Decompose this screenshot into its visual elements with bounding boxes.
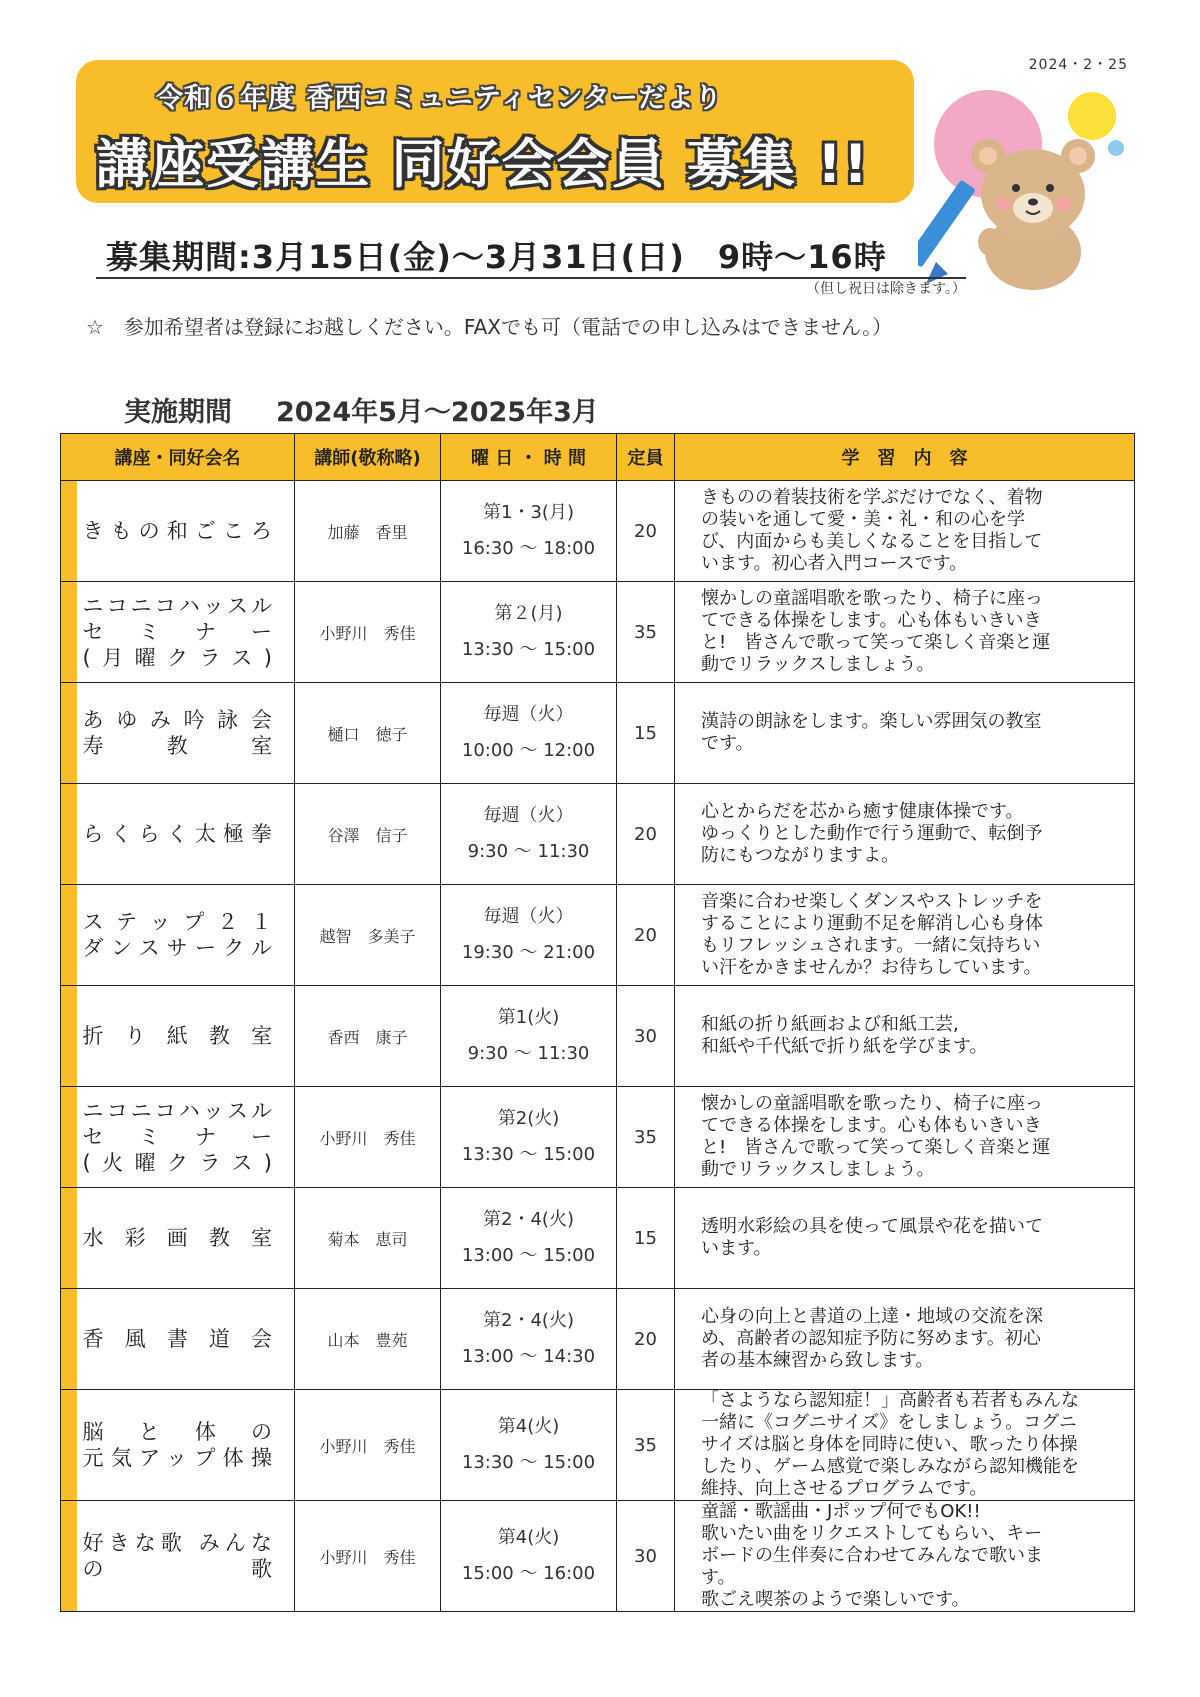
course-capacity: 20 bbox=[617, 885, 675, 986]
term-range: 2024年5月～2025年3月 bbox=[276, 397, 599, 428]
course-teacher: 越智 多美子 bbox=[295, 885, 441, 986]
course-content-line: てできる体操をします。心も体もいきいき bbox=[701, 610, 1042, 631]
term-label: 実施期間 bbox=[124, 397, 232, 428]
table-row bbox=[61, 986, 1135, 1087]
course-name-line: 水彩画教室 bbox=[82, 1226, 274, 1250]
course-time: 15:00 ～ 16:00 bbox=[461, 1563, 596, 1584]
course-content bbox=[675, 1390, 1135, 1501]
course-capacity: 15 bbox=[617, 1188, 675, 1289]
issue-date: 2024・2・25 bbox=[1028, 57, 1128, 73]
row-accent-stripe bbox=[61, 885, 77, 986]
course-day: 毎週（火） bbox=[483, 805, 574, 826]
course-content-line: 防にもつながりますよ。 bbox=[701, 845, 899, 866]
course-content bbox=[675, 885, 1135, 986]
course-teacher: 山本 豊苑 bbox=[295, 1289, 441, 1390]
course-content-line: 一緒に《コグニサイズ》をしましょう。コグニ bbox=[701, 1412, 1077, 1433]
course-content-line: 心身の向上と書道の上達・地域の交流を深 bbox=[701, 1306, 1043, 1327]
course-capacity: 35 bbox=[617, 582, 675, 683]
course-teacher: 小野川 秀佳 bbox=[295, 582, 441, 683]
course-content-line: の装いを通して愛・美・礼・和の心を学 bbox=[701, 509, 1025, 530]
course-time: 19:30 ～ 21:00 bbox=[461, 942, 596, 963]
table-row bbox=[61, 885, 1135, 986]
course-day: 第2(火) bbox=[497, 1108, 560, 1129]
course-content-line: です。 bbox=[701, 733, 754, 754]
course-capacity: 15 bbox=[617, 683, 675, 784]
course-content-line: 歌いたい曲をリクエストしてもらい、キー bbox=[701, 1523, 1043, 1544]
course-content bbox=[675, 1087, 1135, 1188]
course-time: 13:30 ～ 15:00 bbox=[461, 1144, 596, 1165]
course-content-line: サイズは脳と身体を同時に使い、歌ったり体操 bbox=[701, 1434, 1078, 1455]
course-schedule bbox=[441, 1087, 617, 1188]
course-capacity: 30 bbox=[617, 1501, 675, 1612]
course-schedule bbox=[441, 885, 617, 986]
course-name bbox=[77, 986, 295, 1087]
course-name-line: ニコニコハッスル bbox=[82, 594, 274, 618]
course-name-line: セミナー bbox=[82, 1125, 274, 1149]
course-name bbox=[77, 481, 295, 582]
course-capacity: 35 bbox=[617, 1390, 675, 1501]
course-content-line: す。 bbox=[701, 1567, 736, 1588]
course-capacity: 20 bbox=[617, 1289, 675, 1390]
course-time: 9:30 ～ 11:30 bbox=[467, 841, 590, 862]
course-name bbox=[77, 1501, 295, 1612]
course-content-line: 心とからだを芯から癒す健康体操です。 bbox=[701, 801, 1024, 822]
row-accent-stripe bbox=[61, 1289, 77, 1390]
course-name-line: あゆみ吟詠会 bbox=[82, 708, 274, 732]
header-schedule: 曜 日 ・ 時 間 bbox=[441, 434, 617, 481]
course-time: 13:30 ～ 15:00 bbox=[461, 639, 596, 660]
course-content-line: ゆっくりとした動作で行う運動で、転倒予 bbox=[701, 823, 1043, 844]
course-content bbox=[675, 1289, 1135, 1390]
course-day: 第1・3(月) bbox=[483, 502, 574, 523]
header-banner bbox=[76, 60, 914, 203]
table-row bbox=[61, 1289, 1135, 1390]
table-row bbox=[61, 683, 1135, 784]
table-row bbox=[61, 582, 1135, 683]
course-name-line: (月曜クラス) bbox=[82, 646, 274, 670]
course-time: 9:30 ～ 11:30 bbox=[467, 1043, 590, 1064]
course-content-line: することにより運動不足を解消し心も身体 bbox=[701, 913, 1043, 934]
course-schedule bbox=[441, 1390, 617, 1501]
header-capacity: 定員 bbox=[617, 434, 675, 481]
course-content-line: 透明水彩絵の具を使って風景や花を描いて bbox=[701, 1216, 1043, 1237]
course-capacity: 20 bbox=[617, 481, 675, 582]
course-content-line: 動でリラックスしましょう。 bbox=[701, 654, 935, 675]
course-name-line: 元気アップ体操 bbox=[82, 1446, 274, 1470]
course-content-line: 漢詩の朗詠をします。楽しい雰囲気の教室 bbox=[701, 711, 1042, 732]
course-name bbox=[77, 1289, 295, 1390]
banner-subtitle: 令和６年度 香西コミュニティセンターだより bbox=[156, 83, 723, 114]
course-name bbox=[77, 784, 295, 885]
course-name-line: (火曜クラス) bbox=[82, 1151, 274, 1175]
course-teacher: 香西 康子 bbox=[295, 986, 441, 1087]
row-accent-stripe bbox=[61, 683, 77, 784]
course-teacher: 樋口 徳子 bbox=[295, 683, 441, 784]
course-content bbox=[675, 1501, 1135, 1612]
course-schedule bbox=[441, 986, 617, 1087]
course-time: 16:30 ～ 18:00 bbox=[461, 538, 596, 559]
course-content-line: 和紙の折り紙画および和紙工芸, bbox=[701, 1014, 959, 1035]
course-content bbox=[675, 481, 1135, 582]
course-content-line: 者の基本練習から致します。 bbox=[701, 1350, 934, 1371]
header-teacher-prefix: 講 bbox=[314, 448, 333, 469]
course-teacher: 谷澤 信子 bbox=[295, 784, 441, 885]
course-schedule bbox=[441, 1501, 617, 1612]
course-name-line: 脳と体の bbox=[82, 1420, 274, 1444]
course-day: 第1(火) bbox=[497, 1007, 560, 1028]
course-content-line: したり、ゲーム感覚で楽しみながら認知機能を bbox=[701, 1456, 1079, 1477]
course-content-line: び、内面からも美しくなることを目指して bbox=[701, 531, 1043, 552]
course-day: 毎週（火） bbox=[483, 704, 574, 725]
table-row bbox=[61, 1501, 1135, 1612]
course-content-line: と! 皆さんで歌って笑って楽しく音楽と運 bbox=[701, 1137, 1051, 1158]
course-name-line: ニコニコハッスル bbox=[82, 1099, 274, 1123]
banner-title: 講座受講生 同好会会員 募集 !! bbox=[96, 134, 870, 195]
course-table bbox=[60, 433, 1135, 1612]
course-content-line: ボードの生伴奏に合わせてみんなで歌いま bbox=[701, 1545, 1043, 1566]
course-content-line: 和紙や千代紙で折り紙を学びます。 bbox=[701, 1036, 988, 1057]
course-content-line: 童謡・歌謡曲・Jポップ何でもOK!! bbox=[701, 1501, 981, 1522]
course-name bbox=[77, 885, 295, 986]
course-content bbox=[675, 986, 1135, 1087]
implementation-term bbox=[124, 390, 599, 429]
course-day: 第2・4(火) bbox=[483, 1310, 574, 1331]
course-day: 第4(火) bbox=[497, 1416, 560, 1437]
course-name-line: 折り紙教室 bbox=[82, 1024, 274, 1048]
row-accent-stripe bbox=[61, 986, 77, 1087]
table-row bbox=[61, 1087, 1135, 1188]
course-content-line: います。 bbox=[701, 1238, 772, 1259]
course-content bbox=[675, 582, 1135, 683]
course-teacher: 菊本 恵司 bbox=[295, 1188, 441, 1289]
course-name bbox=[77, 1087, 295, 1188]
course-name-line: らくらく太極拳 bbox=[82, 822, 274, 846]
course-teacher: 小野川 秀佳 bbox=[295, 1087, 441, 1188]
registration-notice: ☆ 参加希望者は登録にお越しください。FAXでも可（電話での申し込みはできません。） bbox=[86, 315, 893, 339]
course-time: 13:00 ～ 14:30 bbox=[461, 1346, 596, 1367]
course-content-line: と! 皆さんで歌って笑って楽しく音楽と運 bbox=[701, 632, 1051, 653]
course-content-line: きものの着装技術を学ぶだけでなく、着物 bbox=[701, 487, 1043, 508]
course-name-line: 寿教室 bbox=[82, 734, 274, 758]
course-schedule bbox=[441, 1289, 617, 1390]
course-schedule bbox=[441, 582, 617, 683]
course-content-line: 懐かしの童謡唱歌を歌ったり、椅子に座っ bbox=[701, 1093, 1043, 1114]
table-row bbox=[61, 481, 1135, 582]
course-name bbox=[77, 582, 295, 683]
row-accent-stripe bbox=[61, 582, 77, 683]
course-time: 10:00 ～ 12:00 bbox=[461, 740, 596, 761]
course-day: 第2・4(火) bbox=[483, 1209, 574, 1230]
course-content-line: もリフレッシュされます。一緒に気持ちい bbox=[701, 935, 1041, 956]
course-name-line: 好きな歌 みんなの歌 bbox=[82, 1531, 274, 1581]
course-name bbox=[77, 683, 295, 784]
course-teacher: 小野川 秀佳 bbox=[295, 1501, 441, 1612]
course-content bbox=[675, 784, 1135, 885]
row-accent-stripe bbox=[61, 784, 77, 885]
course-name-line: ステップ２１ bbox=[82, 910, 274, 934]
course-name-line: きもの和ごころ bbox=[82, 519, 274, 543]
recruitment-note: （但し祝日は除きます。） bbox=[806, 281, 966, 297]
table-row bbox=[61, 1188, 1135, 1289]
course-content-line: 歌ごえ喫茶のようで楽しいです。 bbox=[701, 1589, 970, 1610]
course-name bbox=[77, 1188, 295, 1289]
course-name-line: 香風書道会 bbox=[82, 1327, 274, 1351]
header-teacher-text: 師(敬称略) bbox=[332, 448, 421, 469]
header-teacher bbox=[295, 434, 441, 481]
course-content-line: います。初心者入門コースです。 bbox=[701, 553, 968, 574]
course-time: 13:30 ～ 15:00 bbox=[461, 1452, 596, 1473]
bear-with-pencil-icon bbox=[918, 84, 1148, 294]
course-name-line: ダンスサークル bbox=[82, 936, 274, 960]
course-teacher: 小野川 秀佳 bbox=[295, 1390, 441, 1501]
course-name-line: セミナー bbox=[82, 620, 274, 644]
course-schedule bbox=[441, 784, 617, 885]
course-capacity: 35 bbox=[617, 1087, 675, 1188]
recruitment-period: 募集期間:3月15日(金)～3月31日(日) 9時～16時 bbox=[106, 238, 887, 276]
course-content-line: め、高齢者の認知症予防に努めます。初心 bbox=[701, 1328, 1041, 1349]
course-content-line: 動でリラックスしましょう。 bbox=[701, 1159, 935, 1180]
course-schedule bbox=[441, 683, 617, 784]
header-name: 講座・同好会名 bbox=[61, 434, 295, 481]
course-time: 13:00 ～ 15:00 bbox=[461, 1245, 596, 1266]
course-content-line: 音楽に合わせ楽しくダンスやストレッチを bbox=[701, 891, 1043, 912]
row-accent-stripe bbox=[61, 1390, 77, 1501]
table-row bbox=[61, 784, 1135, 885]
course-schedule bbox=[441, 481, 617, 582]
row-accent-stripe bbox=[61, 1087, 77, 1188]
course-teacher: 加藤 香里 bbox=[295, 481, 441, 582]
course-content-line: てできる体操をします。心も体もいきいき bbox=[701, 1115, 1042, 1136]
row-accent-stripe bbox=[61, 1188, 77, 1289]
row-accent-stripe bbox=[61, 481, 77, 582]
row-accent-stripe bbox=[61, 1501, 77, 1612]
course-content bbox=[675, 683, 1135, 784]
table-header-row bbox=[61, 434, 1135, 481]
course-schedule bbox=[441, 1188, 617, 1289]
course-content-line: 「さようなら認知症！」高齢者も若者もみんな bbox=[701, 1390, 1079, 1411]
course-list bbox=[61, 481, 1135, 1612]
course-content bbox=[675, 1188, 1135, 1289]
course-day: 第２(月) bbox=[494, 603, 563, 624]
course-content-line: 懐かしの童謡唱歌を歌ったり、椅子に座っ bbox=[701, 588, 1043, 609]
course-day: 毎週（火） bbox=[483, 906, 574, 927]
course-capacity: 20 bbox=[617, 784, 675, 885]
course-content-line: 維持、向上させるプログラムです。 bbox=[701, 1478, 988, 1499]
course-capacity: 30 bbox=[617, 986, 675, 1087]
table-row bbox=[61, 1390, 1135, 1501]
course-content-line: い汗をかきませんか？お待ちしています。 bbox=[701, 957, 1042, 978]
header-content: 学 習 内 容 bbox=[675, 434, 1135, 481]
course-day: 第4(火) bbox=[497, 1527, 560, 1548]
course-name bbox=[77, 1390, 295, 1501]
